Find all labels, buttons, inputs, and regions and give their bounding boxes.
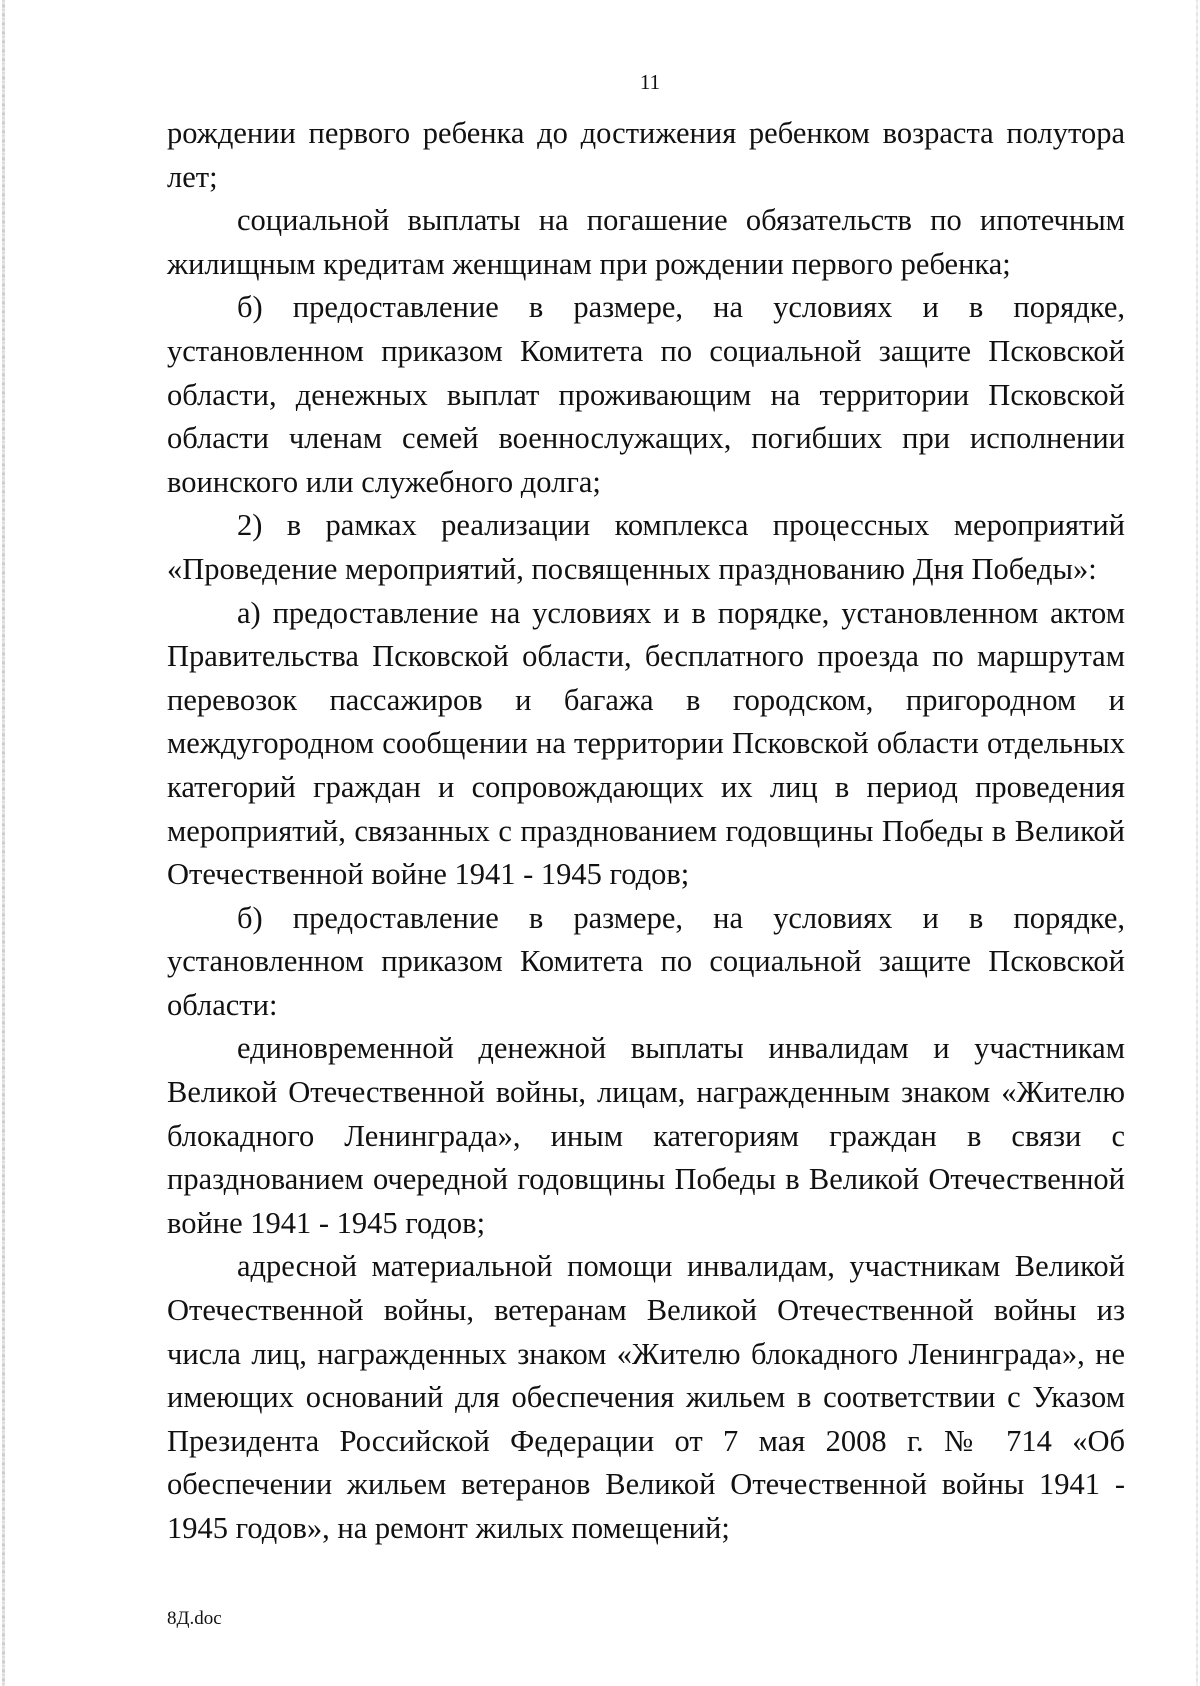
paragraph: а) предоставление на условиях и в порядке, установленном актом Правительства Псковской области, бесплатного проезда по маршрутам перевозок пассажиров и багажа в городском, пригородном и междугородном сообщении на территории Псковской области отдельных категорий граждан и сопровождающих их лиц в период проведения мероприятий, связанных с празднованием годовщины Победы в Великой Отечественной войне 1941 - 1945 годов;	[167, 595, 1125, 892]
paragraph: социальной выплаты на погашение обязательств по ипотечным жилищным кредитам женщинам при рождении первого ребенка;	[167, 203, 1125, 281]
paragraph: единовременной денежной выплаты инвалидам и участникам Великой Отечественной войны, лицам, награжденным знаком «Жителю блокадного Ленинграда», иным категориям граждан в связи с празднованием очередной годовщины Победы в Великой Отечественной войне 1941 - 1945 годов;	[167, 1031, 1125, 1240]
scan-edge-right	[1196, 0, 1198, 1686]
scan-edge-left	[2, 0, 5, 1686]
document-body	[167, 112, 1125, 1551]
paragraph: б) предоставление в размере, на условиях и в порядке, установленном приказом Комитета по социальной защите Псковской области:	[167, 900, 1125, 1022]
paragraph: рождении первого ребенка до достижения ребенком возраста полутора лет;	[167, 116, 1125, 194]
paragraph: адресной материальной помощи инвалидам, участникам Великой Отечественной войны, ветеранам Великой Отечественной войны из числа лиц, награжденных знаком «Жителю блокадного Ленинграда», не имеющих оснований для обеспечения жильем в соответствии с Указом Президента Российской Федерации от 7 мая 2008 г. № 714 «Об обеспечении жильем ветеранов Великой Отечественной войны 1941 - 1945 годов», на ремонт жилых помещений;	[167, 1249, 1125, 1545]
paragraph: б) предоставление в размере, на условиях и в порядке, установленном приказом Комитета по социальной защите Псковской области, денежных выплат проживающим на территории Псковской области членам семей военнослужащих, погибших при исполнении воинского или служебного долга;	[167, 290, 1125, 499]
paragraph: 2) в рамках реализации комплекса процессных мероприятий «Проведение мероприятий, посвященных празднованию Дня Победы»:	[167, 508, 1125, 586]
footer-file-name: 8Д.doc	[167, 1608, 222, 1629]
page-number: 11	[639, 70, 661, 94]
